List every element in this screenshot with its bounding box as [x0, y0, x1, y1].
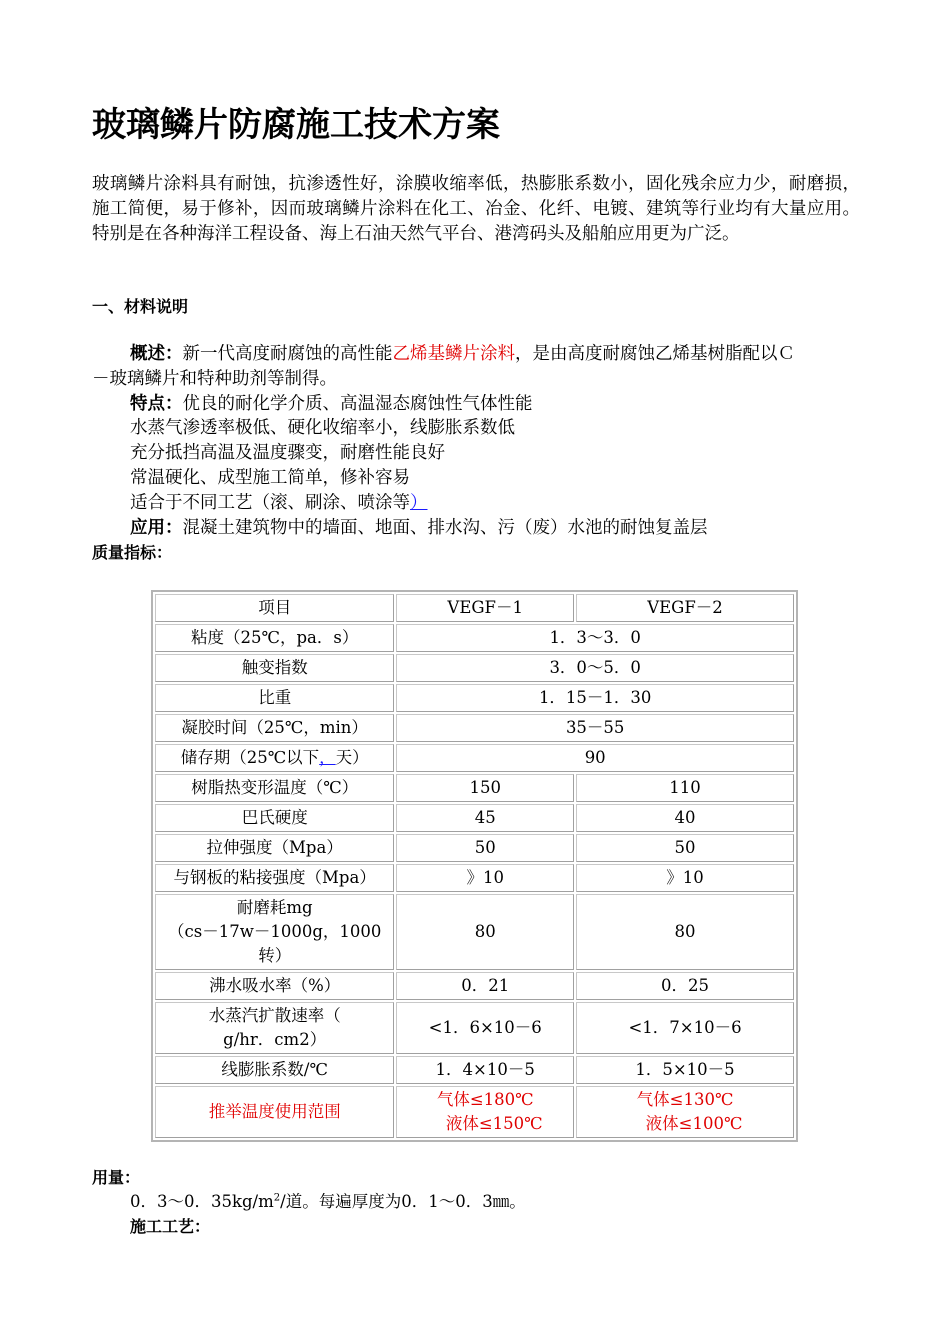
row-value-vegf2: [576, 1086, 794, 1138]
table-row: [155, 804, 794, 832]
dosage-heading: 用量：: [92, 1168, 141, 1187]
row-value-vegf2: <1．7×10－6: [576, 1002, 794, 1054]
row-value: 35－55: [396, 714, 794, 742]
row-item: 巴氏硬度: [155, 804, 394, 832]
feature-item: 常温硬化、成型施工简单，修补容易: [130, 467, 410, 488]
row-item: 比重: [155, 684, 394, 712]
table-row: [155, 774, 794, 802]
row-item-link[interactable]: ，: [319, 748, 336, 767]
row-value: 90: [396, 744, 794, 772]
table-row: [155, 714, 794, 742]
table-row: [155, 684, 794, 712]
row-value-vegf1: 80: [396, 894, 574, 970]
row-item-line: g/hr．cm2）: [223, 1030, 327, 1049]
row-item: 粘度（25℃，pa．s）: [155, 624, 394, 652]
table-row: [155, 834, 794, 862]
row-item: [155, 744, 394, 772]
feature-item-5: [92, 491, 860, 516]
row-value-vegf2: 1．5×10－5: [576, 1056, 794, 1084]
table-row: [155, 972, 794, 1000]
features-line-1: [92, 392, 860, 417]
features-label: 特点：: [130, 393, 183, 414]
row-value-vegf2: 80: [576, 894, 794, 970]
row-item: 线膨胀系数/℃: [155, 1056, 394, 1084]
header-vegf2: VEGF－2: [576, 594, 794, 622]
row-value-vegf1: 0．21: [396, 972, 574, 1000]
row-item: 与钢板的粘接强度（Mpa）: [155, 864, 394, 892]
overview-line-1: [92, 342, 860, 367]
gas-temp: 气体≤180℃: [436, 1090, 534, 1109]
feature-item: 优良的耐化学介质、高温湿态腐蚀性气体性能: [182, 393, 533, 414]
overview-text-b: ，是由高度耐腐蚀乙烯基树脂配以Ｃ: [515, 344, 795, 364]
table-row: [155, 1056, 794, 1084]
gas-temp: 气体≤130℃: [636, 1090, 734, 1109]
table-row: [155, 654, 794, 682]
row-value-vegf2: 40: [576, 804, 794, 832]
dosage-text: [130, 1190, 526, 1214]
row-item: 触变指数: [155, 654, 394, 682]
overview-line-2: －玻璃鳞片和特种助剂等制得。: [92, 368, 337, 389]
overview-text-a: 新一代高度耐腐蚀的高性能: [182, 344, 393, 364]
overview-label: 概述：: [130, 344, 183, 364]
row-item-text: 储存期（25℃以下: [180, 748, 320, 767]
row-value-vegf2: 110: [576, 774, 794, 802]
header-item: 项目: [155, 594, 394, 622]
dosage-part-a: 0．3～0．35kg/m: [130, 1192, 274, 1211]
feature-item: 适合于不同工艺（滚、刷涂、喷涂等: [130, 492, 410, 513]
row-value-vegf1: 150: [396, 774, 574, 802]
application-label: 应用：: [130, 517, 183, 538]
row-item-line: 转）: [258, 946, 292, 965]
row-value-vegf2: 50: [576, 834, 794, 862]
header-vegf1: VEGF－1: [396, 594, 574, 622]
row-value: 1．15－1．30: [396, 684, 794, 712]
table-row: [155, 744, 794, 772]
row-value: 1．3～3．0: [396, 624, 794, 652]
row-value-vegf1: 45: [396, 804, 574, 832]
process-heading: 施工工艺：: [130, 1217, 211, 1236]
row-item: 凝胶时间（25℃，min）: [155, 714, 394, 742]
section-heading-materials: 一、材料说明: [92, 297, 189, 316]
row-item: 树脂热变形温度（℃）: [155, 774, 394, 802]
application-text: 混凝土建筑物中的墙面、地面、排水沟、污（废）水池的耐蚀复盖层: [182, 517, 708, 538]
row-item-line: （cs－17w－1000g，1000: [168, 922, 382, 941]
table-row: [155, 864, 794, 892]
page-title: 玻璃鳞片防腐施工技术方案: [92, 105, 500, 145]
row-value: 3．0～5．0: [396, 654, 794, 682]
row-value-vegf1: 50: [396, 834, 574, 862]
intro-paragraph: 玻璃鳞片涂料具有耐蚀，抗渗透性好，涂膜收缩率低，热膨胀系数小，固化残余应力少，耐磨损，施工简便，易于修补，因而玻璃鳞片涂料在化工、冶金、化纤、电镀、建筑等行业均有大量应用。特别是在各种海洋工程设备、海上石油天然气平台、港湾码头及船舶应用更为广泛。: [92, 174, 860, 244]
row-item: [155, 1002, 394, 1054]
row-value-vegf1: 》10: [396, 864, 574, 892]
quality-spec-table: [151, 590, 798, 1142]
row-value-vegf2: 》10: [576, 864, 794, 892]
row-value-vegf2: 0．25: [576, 972, 794, 1000]
row-item-text: 天）: [335, 748, 369, 767]
row-item: 沸水吸水率（%）: [155, 972, 394, 1000]
row-item: 拉伸强度（Mpa）: [155, 834, 394, 862]
feature-link[interactable]: ）: [410, 492, 428, 513]
table-row: [155, 894, 794, 970]
row-item-line: 水蒸汽扩散速率（: [208, 1006, 341, 1025]
table-row: [155, 1002, 794, 1054]
row-item: 推举温度使用范围: [155, 1086, 394, 1138]
application-line: [92, 516, 860, 541]
feature-item: 水蒸气渗透率极低、硬化收缩率小，线膨胀系数低: [130, 418, 515, 439]
dosage-superscript: 2: [273, 1192, 281, 1204]
feature-item: 充分抵挡高温及温度骤变，耐磨性能良好: [130, 443, 445, 464]
row-item: [155, 894, 394, 970]
row-value-vegf1: 1．4×10－5: [396, 1056, 574, 1084]
dosage-part-b: /道。每遍厚度为0．1～0．3㎜。: [280, 1192, 526, 1211]
liquid-temp: 液体≤100℃: [645, 1114, 743, 1133]
table-row-temperature: [155, 1086, 794, 1138]
row-value-vegf1: <1．6×10－6: [396, 1002, 574, 1054]
liquid-temp: 液体≤150℃: [445, 1114, 543, 1133]
overview-highlight: 乙烯基鳞片涂料: [392, 344, 515, 364]
row-item-line: 耐磨耗mg: [236, 898, 313, 917]
table-row: [155, 624, 794, 652]
table-header-row: [155, 594, 794, 622]
row-value-vegf1: [396, 1086, 574, 1138]
material-description: [92, 342, 860, 540]
quality-heading: 质量指标：: [92, 543, 173, 562]
